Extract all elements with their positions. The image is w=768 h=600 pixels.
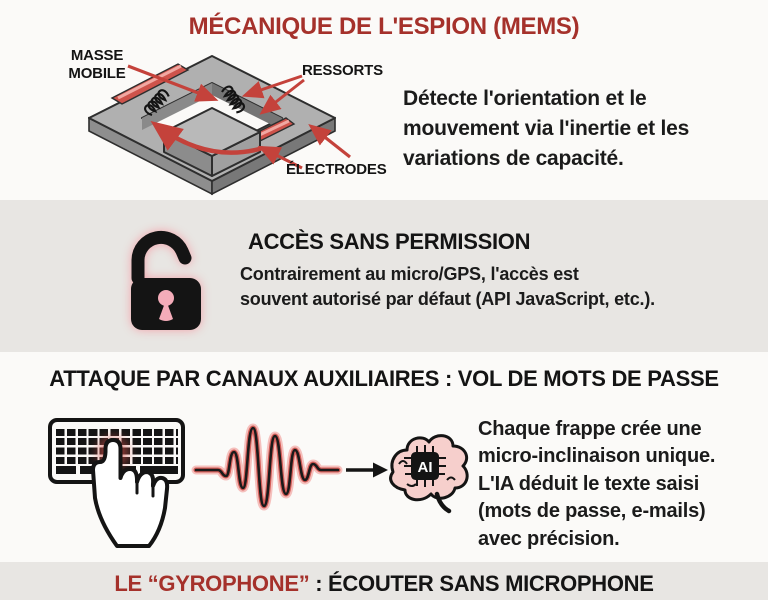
section1-description: Détecte l'orientation et le mouvement via l'inertie et les variations de capacité. <box>403 87 690 170</box>
ai-brain-icon <box>391 436 468 511</box>
label-electrodes: ÉLECTRODES <box>286 161 387 178</box>
ai-chip-label: AI <box>417 459 433 476</box>
section4-title-red: LE “GYROPHONE” <box>114 571 310 596</box>
pressing-hand-icon <box>93 440 167 546</box>
section3-body: Chaque frappe crée une micro-inclinaison unique. L'IA déduit le texte saisi (mots de passe, e-mails) avec précision. <box>478 418 716 550</box>
section3-title: ATTAQUE PAR CANAUX AUXILIAIRES : VOL DE MOTS DE PASSE <box>49 366 719 391</box>
section4-title-black: : ÉCOUTER SANS MICROPHONE <box>309 571 654 596</box>
section4-title <box>0 571 768 597</box>
section1-title: MÉCANIQUE DE L'ESPION (MEMS) <box>188 13 580 40</box>
label-masse-mobile: MASSE MOBILE <box>68 47 126 82</box>
open-padlock-icon <box>123 226 215 336</box>
right-arrow-icon <box>346 463 388 478</box>
vibration-waveform-icon <box>196 428 338 506</box>
section2-body: Contrairement au micro/GPS, l'accès est souvent autorisé par défaut (API JavaScript, etc.). <box>240 264 655 309</box>
section2-title: ACCÈS SANS PERMISSION <box>248 229 531 254</box>
label-ressorts: RESSORTS <box>302 62 383 79</box>
